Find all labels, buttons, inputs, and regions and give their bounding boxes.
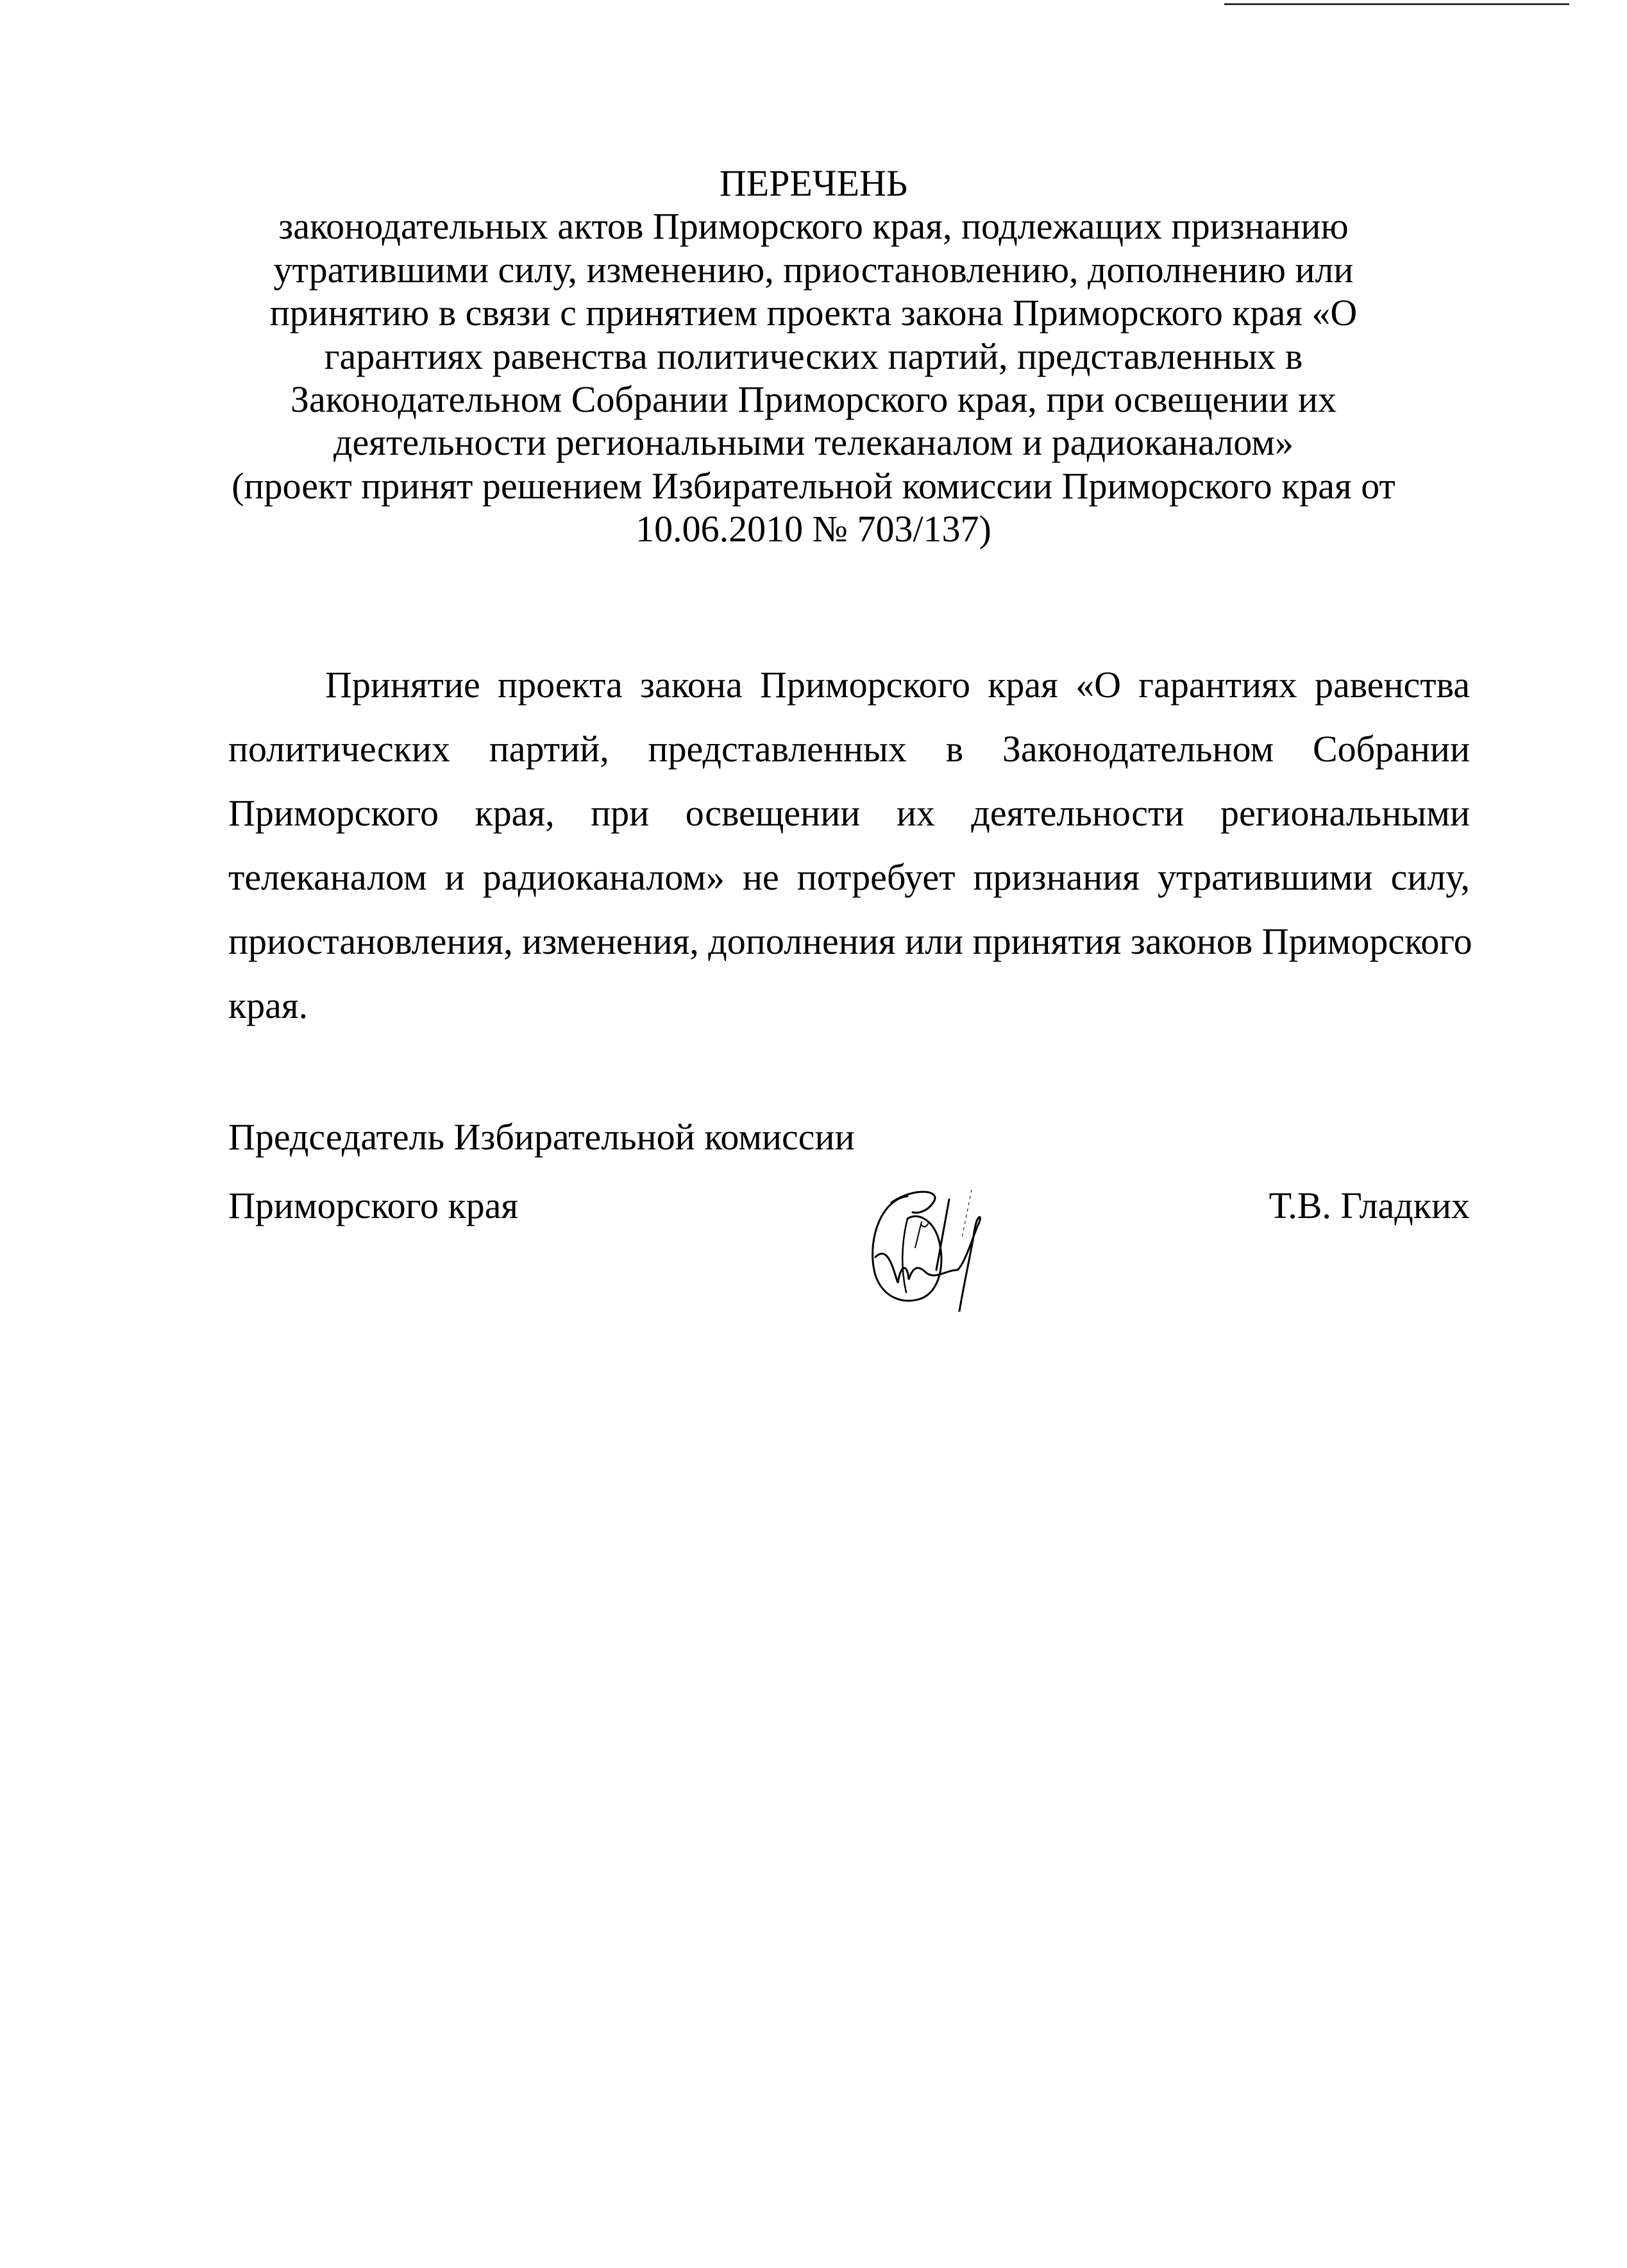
paragraph-line: Приморского края, при освещении их деятельности региональными [228,792,1470,834]
heading-line: 10.06.2010 № 703/137) [636,508,991,550]
document-title: ПЕРЕЧЕНЬ [719,162,908,204]
heading-line: законодательных актов Приморского края, подлежащих признанию [278,205,1349,248]
heading-line: утратившими силу, изменению, приостановлению, дополнению или [273,248,1354,291]
paragraph-line: телеканалом и радиоканалом» не потребует признания утратившими силу, [228,856,1470,898]
heading-line: (проект принят решением Избирательной комиссии Приморского края от [232,464,1395,507]
signatory-name: Т.В. Гладких [1269,1185,1470,1226]
top-rule-line [1224,3,1569,5]
heading-line: Законодательном Собрании Приморского края, при освещении их [291,378,1336,421]
paragraph-line: края. [228,985,308,1026]
paragraph-line: приостановления, изменения, дополнения или принятия законов Приморского [228,920,1472,962]
signatory-position-line2: Приморского края [228,1185,519,1226]
heading-line: деятельности региональными телеканалом и радиоканалом» [333,421,1294,464]
heading-line: принятию в связи с принятием проекта закона Приморского края «О [269,292,1358,334]
document-heading [128,162,1499,551]
handwritten-signature [863,1167,991,1312]
paragraph-line: политических партий, представленных в Законодательном Собрании [228,728,1470,770]
paragraph-line: Принятие проекта закона Приморского края «О гарантиях равенства [325,664,1470,706]
body-paragraph [228,653,1470,1038]
signatory-position-line1: Председатель Избирательной комиссии [228,1116,855,1158]
heading-line: гарантиях равенства политических партий, представленных в [324,335,1303,377]
